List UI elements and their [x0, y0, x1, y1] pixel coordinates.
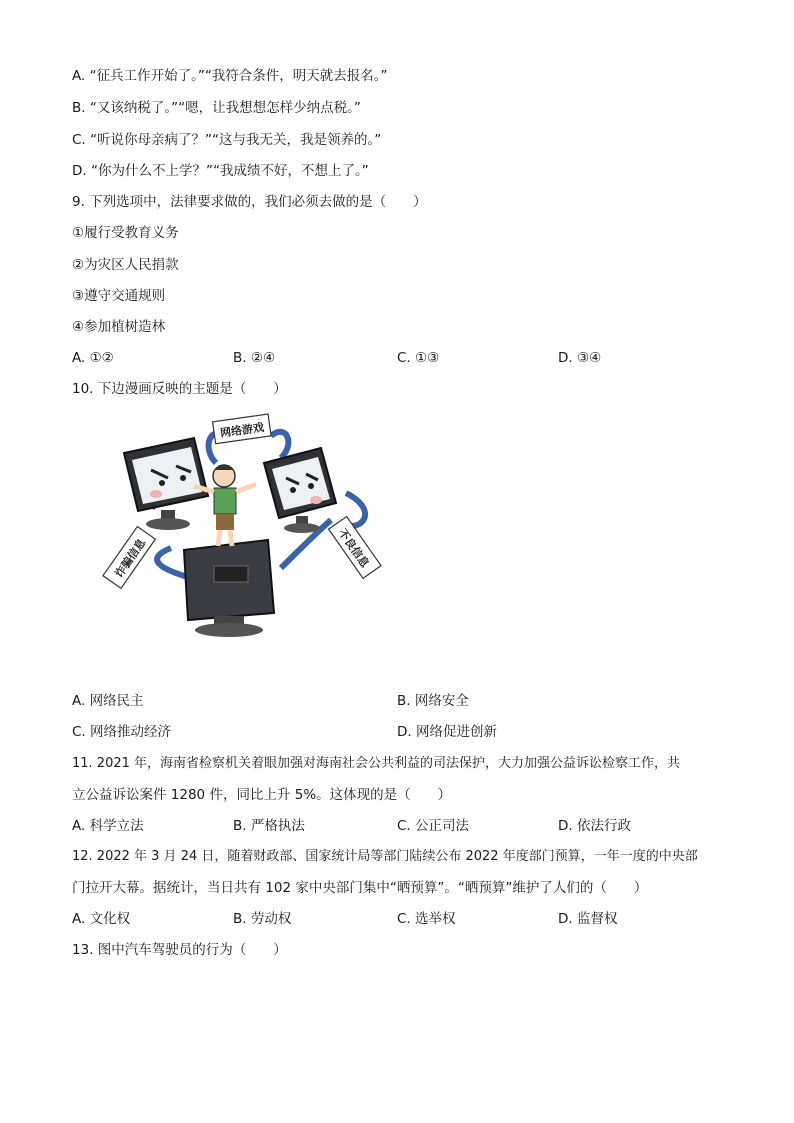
q10-option-c: C. 网络推动经济: [72, 724, 172, 740]
q12-stem-line2: 门拉开大幕。据统计，当日共有 102 家中央部门集中“晒预算”。“晒预算”维护了人们的（ ）: [72, 880, 648, 896]
label-bad-info-text: 不良信息: [335, 526, 372, 571]
cartoon-image: [96, 408, 396, 648]
label-fraud-info-text: 诈骗信息: [112, 536, 149, 581]
q9-option-c: C. ①③: [397, 350, 440, 366]
q9-item-2: ②为灾区人民捐款: [72, 257, 179, 273]
q12-option-a: A. 文化权: [72, 911, 131, 927]
q10-option-b: B. 网络安全: [397, 693, 469, 709]
q11-option-a: A. 科学立法: [72, 818, 144, 834]
q10-option-d: D. 网络促进创新: [397, 724, 497, 740]
q11-option-c: C. 公正司法: [397, 818, 470, 834]
right-monitor: [264, 448, 336, 533]
q9-item-3: ③遵守交通规则: [72, 288, 166, 304]
q12-option-b: B. 劳动权: [233, 911, 292, 927]
label-fraud-info: [103, 527, 155, 589]
q12-option-d: D. 监督权: [558, 911, 618, 927]
q10-stem: 10. 下边漫画反映的主题是（ ）: [72, 381, 287, 397]
q11-option-d: D. 依法行政: [558, 818, 631, 834]
q9-item-1: ①履行受教育义务: [72, 225, 179, 241]
label-network-games-text: 网络游戏: [219, 420, 265, 440]
q8-option-d: D. “你为什么不上学？”“我成绩不好，不想上了。”: [72, 163, 369, 179]
bottom-monitor: [184, 540, 274, 637]
q9-option-b: B. ②④: [233, 350, 276, 366]
q11-option-b: B. 严格执法: [233, 818, 305, 834]
q11-stem-line1: 11. 2021 年，海南省检察机关着眼加强对海南社会公共利益的司法保护，大力加强公益诉讼检察工作，共: [72, 756, 681, 771]
label-network-games: [213, 414, 272, 444]
q11-stem-line2: 立公益诉讼案件 1280 件，同比上升 5%。这体现的是（ ）: [72, 787, 452, 803]
q8-option-a: A. “征兵工作开始了。”“我符合条件，明天就去报名。”: [72, 68, 388, 84]
q10-option-a: A. 网络民主: [72, 693, 144, 709]
q13-stem: 13. 图中汽车驾驶员的行为（ ）: [72, 942, 287, 958]
q9-item-4: ④参加植树造林: [72, 319, 166, 335]
q8-option-b: B. “又该纳税了。”“嗯，让我想想怎样少纳点税。”: [72, 100, 361, 116]
q9-option-a: A. ①②: [72, 350, 114, 366]
q12-stem-line1: 12. 2022 年 3 月 24 日，随着财政部、国家统计局等部门陆续公布 2022 年度部门预算，一年一度的中央部: [72, 849, 698, 864]
q8-option-c: C. “听说你母亲病了？”“这与我无关，我是领养的。”: [72, 132, 382, 148]
q9-stem: 9. 下列选项中，法律要求做的，我们必须去做的是（ ）: [72, 194, 427, 210]
q9-option-d: D. ③④: [558, 350, 602, 366]
q12-option-c: C. 选举权: [397, 911, 456, 927]
